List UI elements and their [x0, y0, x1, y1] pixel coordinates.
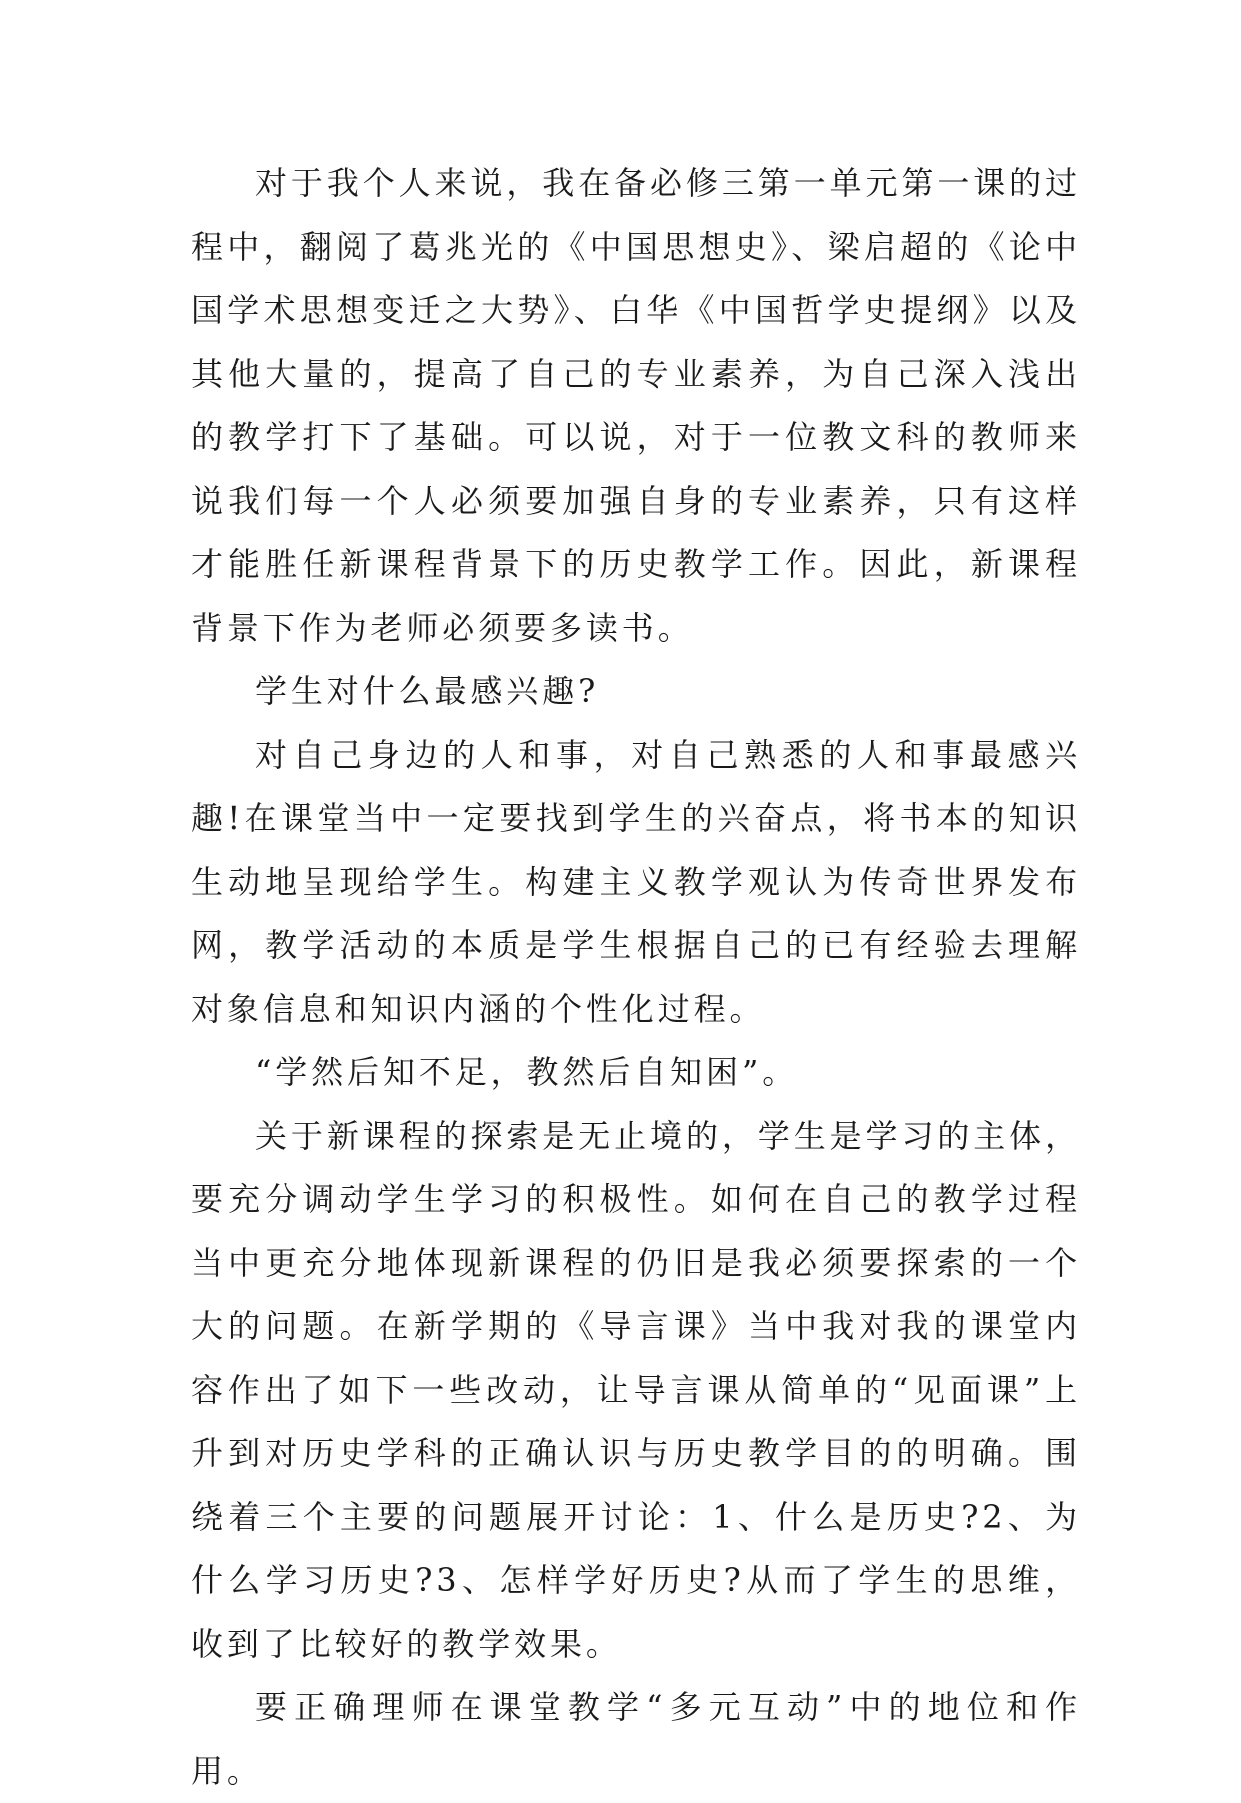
paragraph-teacher-role: 要正确理师在课堂教学“多元互动”中的地位和作用。 — [191, 1688, 1081, 1790]
paragraph-quote: “学然后知不足，教然后自知困”。 — [255, 1053, 799, 1091]
paragraph-new-curriculum: 关于新课程的探索是无止境的，学生是学习的主体，要充分调动学生学习的积极性。如何在自己的教学过程当中更充分地体现新课程的仍旧是我必须要探索的一个大的问题。在新学期的《导言课》当中我对我的课堂内容作出了如下一些改动，让导言课从简单的“见面课”上升到对历史学科的正确认识与历史教学目的的明确。围绕着三个主要的问题展开讨论：1、什么是历史?2、为什么学习历史?3、怎样学好历史?从而了学生的思维，收到了比较好的教学效果。 — [191, 1116, 1081, 1663]
paragraph-student-interest-answer: 对自己身边的人和事，对自己熟悉的人和事最感兴趣!在课堂当中一定要找到学生的兴奋点，将书本的知识生动地呈现给学生。构建主义教学观认为传奇世界发布网，教学活动的本质是学生根据自己的已有经验去理解对象信息和知识内涵的个性化过程。 — [191, 735, 1081, 1028]
paragraph-student-interest-question: 学生对什么最感兴趣? — [255, 672, 600, 710]
paragraph-reading-books: 对于我个人来说，我在备必修三第一单元第一课的过程中，翻阅了葛兆光的《中国思想史》、梁启超的《论中国学术思想变迁之大势》、白华《中国哲学史提纲》以及其他大量的，提高了自己的专业素养，为自己深入浅出的教学打下了基础。可以说，对于一位教文科的教师来说我们每一个人必须要加强自身的专业素养，只有这样才能胜任新课程背景下的历史教学工作。因此，新课程背景下作为老师必须要多读书。 — [191, 164, 1081, 647]
document-body — [191, 152, 1081, 1803]
